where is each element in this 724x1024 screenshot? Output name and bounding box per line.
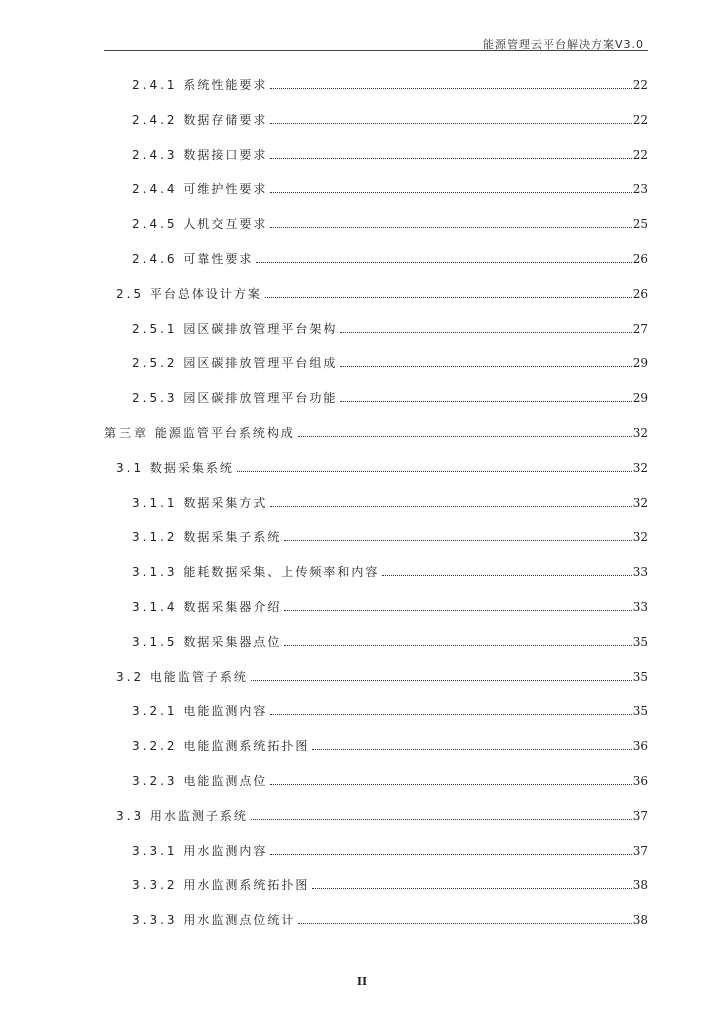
- toc-entry-title: 电能监测点位: [183, 774, 268, 788]
- toc-entry-title: 园区碳排放管理平台组成: [183, 356, 338, 370]
- toc-entry-label: [132, 842, 269, 860]
- toc-entry-number: 3.1.4: [132, 600, 178, 614]
- toc-entry[interactable]: [116, 807, 648, 825]
- toc-entry-page: 35: [632, 704, 648, 718]
- toc-entry-title: 电能监测系统拓扑图: [183, 739, 310, 753]
- toc-leader-dots: [270, 784, 631, 785]
- toc-entry[interactable]: [132, 76, 648, 94]
- toc-entry-number: 3.2.1: [132, 704, 178, 718]
- toc-entry[interactable]: [132, 494, 648, 512]
- toc-entry-title: 园区碳排放管理平台功能: [183, 391, 338, 405]
- toc-entry-page: 23: [632, 182, 648, 196]
- toc-entry[interactable]: [132, 876, 648, 894]
- toc-leader-dots: [382, 575, 631, 576]
- toc-entry-label: [132, 389, 339, 407]
- toc-entry-title: 数据采集器点位: [183, 635, 282, 649]
- toc-entry-label: [132, 180, 269, 198]
- toc-entry-number: 3.2.3: [132, 774, 178, 788]
- toc-entry-number: 2.4.5: [132, 217, 178, 231]
- toc-entry-label: [132, 250, 255, 268]
- toc-entry-number: 3.1: [116, 461, 145, 475]
- toc-entry[interactable]: [132, 146, 648, 164]
- toc-entry-title: 数据采集器介绍: [183, 600, 282, 614]
- toc-entry[interactable]: [132, 563, 648, 581]
- toc-entry-page: 37: [632, 844, 648, 858]
- toc-leader-dots: [284, 610, 631, 611]
- toc-entry-number: 3.1.2: [132, 530, 178, 544]
- toc-entry-page: 32: [632, 496, 648, 510]
- toc-entry-number: 3.3.2: [132, 878, 178, 892]
- toc-entry-number: 2.5.2: [132, 356, 178, 370]
- toc-entry-title: 用水监测系统拓扑图: [183, 878, 310, 892]
- toc-entry-page: 22: [632, 113, 648, 127]
- toc-entry-label: [132, 146, 269, 164]
- toc-entry-title: 可维护性要求: [183, 182, 268, 196]
- toc-entry-title: 数据采集方式: [183, 496, 268, 510]
- toc-entry-page: 38: [632, 913, 648, 927]
- toc-entry-number: 2.4.4: [132, 182, 178, 196]
- toc-entry[interactable]: [132, 911, 648, 929]
- toc-entry-page: 32: [632, 426, 648, 440]
- toc-leader-dots: [340, 332, 631, 333]
- toc-entry-title: 可靠性要求: [183, 252, 254, 266]
- toc-leader-dots: [312, 749, 631, 750]
- toc-leader-dots: [270, 158, 631, 159]
- toc-leader-dots: [270, 192, 631, 193]
- toc-entry[interactable]: [132, 111, 648, 129]
- toc-entry-title: 数据接口要求: [183, 148, 268, 162]
- toc-entry[interactable]: [132, 598, 648, 616]
- toc-leader-dots: [270, 227, 631, 228]
- toc-entry-number: 2.5.1: [132, 322, 178, 336]
- toc-entry[interactable]: [132, 320, 648, 338]
- toc-entry-label: [132, 111, 269, 129]
- toc-leader-dots: [265, 297, 632, 298]
- toc-entry-number: 3.3.3: [132, 913, 178, 927]
- toc-entry-page: 35: [632, 670, 648, 684]
- toc-entry[interactable]: [132, 180, 648, 198]
- toc-entry-number: 3.1.3: [132, 565, 178, 579]
- toc-entry-title: 能源监管平台系统构成: [154, 426, 295, 440]
- toc-entry-label: [132, 772, 269, 790]
- toc-entry-label: [132, 563, 381, 581]
- toc-entry-label: [132, 215, 269, 233]
- toc-leader-dots: [298, 436, 632, 437]
- toc-entry-page: 36: [632, 774, 648, 788]
- toc-entry[interactable]: [132, 842, 648, 860]
- toc-entry-page: 29: [632, 391, 648, 405]
- toc-entry[interactable]: [116, 285, 648, 303]
- toc-entry-label: [132, 494, 269, 512]
- toc-entry[interactable]: [132, 772, 648, 790]
- toc-entry-title: 人机交互要求: [183, 217, 268, 231]
- toc-entry-number: 2.4.1: [132, 78, 178, 92]
- toc-entry-title: 电能监管子系统: [149, 670, 248, 684]
- toc-entry-number: 2.4.3: [132, 148, 178, 162]
- toc-entry[interactable]: [132, 737, 648, 755]
- toc-entry-page: 29: [632, 356, 648, 370]
- toc-entry-number: 3.1.1: [132, 496, 178, 510]
- toc-entry-page: 37: [632, 809, 648, 823]
- toc-entry-page: 32: [632, 461, 648, 475]
- toc-entry-label: [132, 320, 339, 338]
- toc-entry-label: [104, 424, 297, 442]
- toc-entry-title: 用水监测内容: [183, 844, 268, 858]
- toc-entry-page: 26: [632, 287, 648, 301]
- toc-entry-title: 用水监测点位统计: [183, 913, 296, 927]
- toc-entry-label: [132, 737, 311, 755]
- toc-leader-dots: [340, 366, 631, 367]
- toc-entry-page: 35: [632, 635, 648, 649]
- toc-entry-number: 2.5: [116, 287, 145, 301]
- toc-entry[interactable]: [132, 633, 648, 651]
- toc-entry-title: 平台总体设计方案: [149, 287, 262, 301]
- toc-entry-title: 数据采集子系统: [183, 530, 282, 544]
- toc-entry-number: 2.4.6: [132, 252, 178, 266]
- toc-entry[interactable]: [132, 354, 648, 372]
- toc-entry-page: 22: [632, 148, 648, 162]
- toc-entry-page: 36: [632, 739, 648, 753]
- toc-entry-label: [132, 876, 311, 894]
- toc-entry-label: [132, 911, 297, 929]
- toc-entry[interactable]: [132, 528, 648, 546]
- toc-entry-label: [116, 807, 250, 825]
- toc-leader-dots: [237, 471, 632, 472]
- toc-entry-title: 数据采集系统: [149, 461, 234, 475]
- toc-entry-number: 2.4.2: [132, 113, 178, 127]
- toc-entry-label: [132, 354, 339, 372]
- toc-entry-number: 2.5.3: [132, 391, 178, 405]
- header-divider: [104, 50, 648, 51]
- toc-leader-dots: [270, 854, 631, 855]
- toc-entry-title: 系统性能要求: [183, 78, 268, 92]
- toc-entry-label: [116, 459, 236, 477]
- toc-entry-number: 第三章: [104, 426, 150, 440]
- toc-entry-number: 3.2.2: [132, 739, 178, 753]
- toc-leader-dots: [284, 540, 631, 541]
- toc-leader-dots: [340, 401, 631, 402]
- toc-entry-label: [132, 598, 283, 616]
- toc-entry-title: 用水监测子系统: [149, 809, 248, 823]
- toc-entry-label: [132, 702, 269, 720]
- toc-entry-label: [132, 633, 283, 651]
- toc-entry[interactable]: [116, 459, 648, 477]
- toc-leader-dots: [256, 262, 631, 263]
- toc-entry-title: 数据存储要求: [183, 113, 268, 127]
- toc-entry-page: 33: [632, 600, 648, 614]
- toc-entry-page: 25: [632, 217, 648, 231]
- toc-entry-title: 电能监测内容: [183, 704, 268, 718]
- toc-entry[interactable]: [132, 389, 648, 407]
- toc-leader-dots: [270, 88, 631, 89]
- toc-entry[interactable]: [132, 215, 648, 233]
- running-header: 能源管理云平台解决方案V3.0: [482, 38, 644, 51]
- page-number: II: [356, 975, 368, 988]
- toc-entry-number: 3.3: [116, 809, 145, 823]
- toc-entry[interactable]: [104, 424, 648, 442]
- toc-entry[interactable]: [132, 250, 648, 268]
- toc-entry-title: 能耗数据采集、上传频率和内容: [183, 565, 380, 579]
- toc-entry-page: 27: [632, 322, 648, 336]
- toc-leader-dots: [284, 645, 631, 646]
- toc-entry-page: 33: [632, 565, 648, 579]
- toc-leader-dots: [270, 123, 631, 124]
- toc-leader-dots: [298, 923, 631, 924]
- toc-entry[interactable]: [132, 702, 648, 720]
- toc-entry-page: 26: [632, 252, 648, 266]
- toc-entry-label: [132, 76, 269, 94]
- toc-entry-number: 3.1.5: [132, 635, 178, 649]
- toc-entry-page: 22: [632, 78, 648, 92]
- toc-entry[interactable]: [116, 668, 648, 686]
- toc-leader-dots: [251, 819, 632, 820]
- toc-entry-label: [116, 668, 250, 686]
- toc-leader-dots: [270, 506, 631, 507]
- toc-leader-dots: [251, 680, 632, 681]
- toc-entry-title: 园区碳排放管理平台架构: [183, 322, 338, 336]
- toc-entry-label: [132, 528, 283, 546]
- toc-entry-number: 3.3.1: [132, 844, 178, 858]
- toc-entry-page: 38: [632, 878, 648, 892]
- toc-entry-number: 3.2: [116, 670, 145, 684]
- toc-entry-page: 32: [632, 530, 648, 544]
- toc-entry-label: [116, 285, 264, 303]
- toc-leader-dots: [312, 888, 631, 889]
- toc-leader-dots: [270, 714, 631, 715]
